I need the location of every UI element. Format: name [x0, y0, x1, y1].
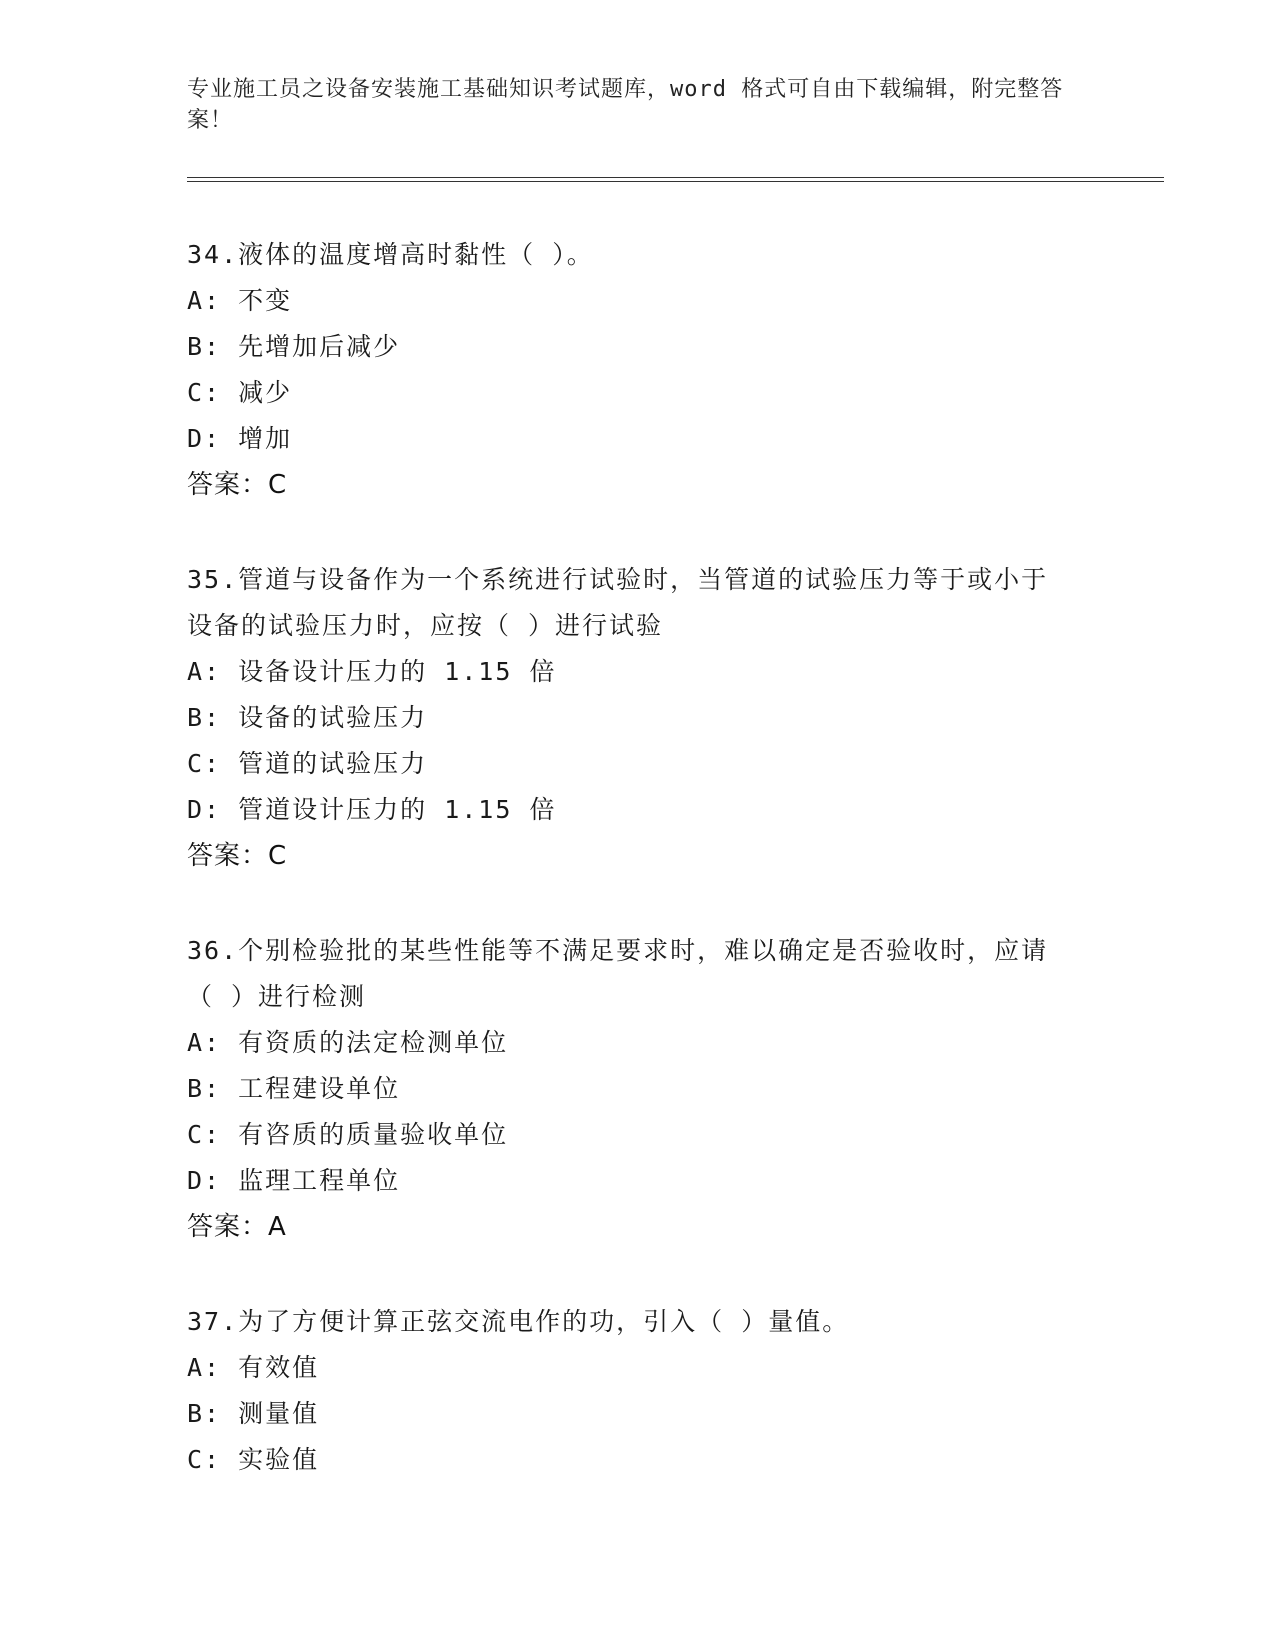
header-divider: [187, 177, 1164, 182]
answer-line: 答案：A: [187, 1212, 287, 1242]
option-a: A: 有效值: [187, 1353, 320, 1382]
question-34: [187, 232, 1087, 508]
option-c: C: 有咨质的质量验收单位: [187, 1120, 509, 1149]
option-a: A: 设备设计压力的 1.15 倍: [187, 657, 557, 686]
document-header: 专业施工员之设备安装施工基础知识考试题库，word 格式可自由下载编辑，附完整答案！: [187, 77, 1064, 133]
question-36: [187, 928, 1087, 1250]
question-35: [187, 557, 1087, 879]
answer-line: 答案：C: [187, 470, 288, 500]
option-d: D: 监理工程单位: [187, 1166, 401, 1195]
answer-line: 答案：C: [187, 841, 288, 871]
option-c: C: 管道的试验压力: [187, 749, 428, 778]
option-d: D: 管道设计压力的 1.15 倍: [187, 795, 557, 824]
option-b: B: 设备的试验压力: [187, 703, 428, 732]
question-37: [187, 1299, 1087, 1483]
question-stem: 36.个别检验批的某些性能等不满足要求时，难以确定是否验收时，应请（ ）进行检测: [187, 936, 1049, 1011]
question-stem: 34.液体的温度增高时黏性（ ）。: [187, 240, 594, 269]
question-stem: 35.管道与设备作为一个系统进行试验时，当管道的试验压力等于或小于设备的试验压力时，应按（ ）进行试验: [187, 565, 1049, 640]
question-list: [187, 232, 1087, 1532]
option-b: B: 测量值: [187, 1399, 320, 1428]
option-b: B: 工程建设单位: [187, 1074, 401, 1103]
option-c: C: 减少: [187, 378, 293, 407]
option-d: D: 增加: [187, 424, 293, 453]
option-b: B: 先增加后减少: [187, 332, 401, 361]
option-a: A: 有资质的法定检测单位: [187, 1028, 509, 1057]
option-c: C: 实验值: [187, 1445, 320, 1474]
question-stem: 37.为了方便计算正弦交流电作的功，引入（ ）量值。: [187, 1307, 850, 1336]
option-a: A: 不变: [187, 286, 293, 315]
